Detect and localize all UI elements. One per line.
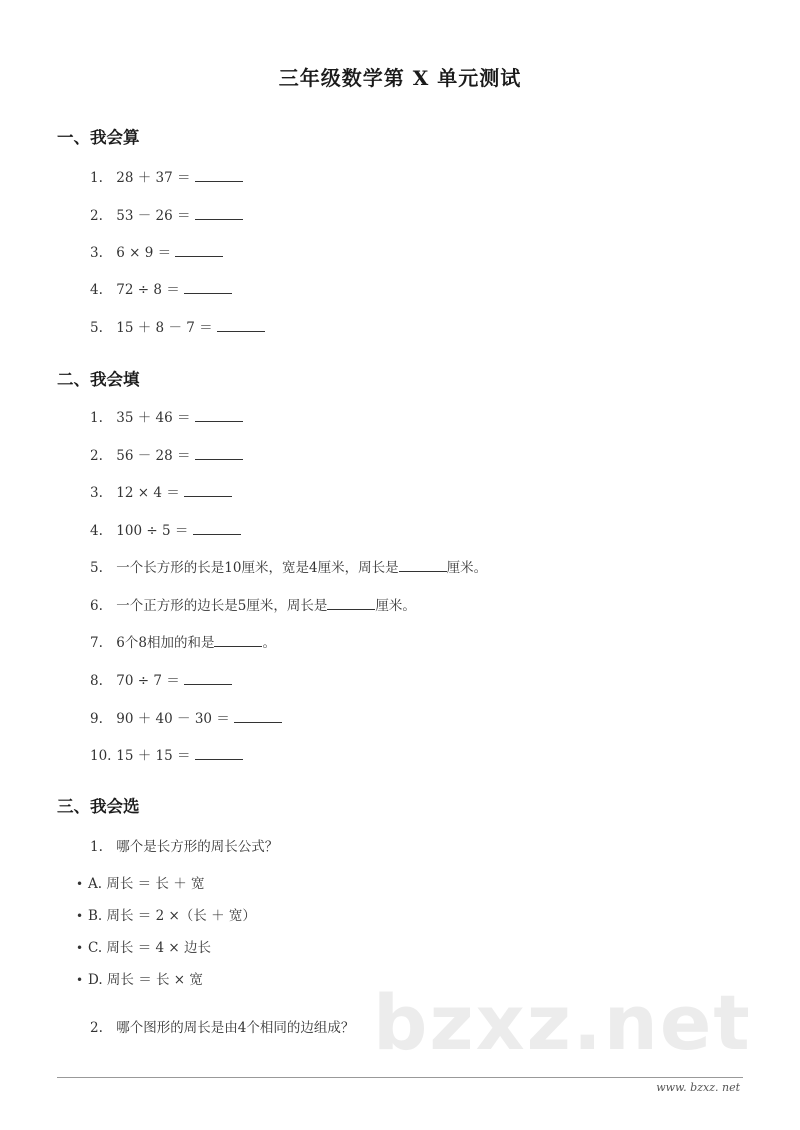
- answer-blank[interactable]: [175, 244, 223, 257]
- question-2-6: 6. 一个正方形的边长是5厘米，周长是 厘米。: [90, 598, 416, 614]
- question-2-8: 8. 70 ÷ 7 ＝: [90, 669, 232, 689]
- answer-blank[interactable]: [195, 207, 243, 220]
- question-2-5: 5. 一个长方形的长是10厘米，宽是4厘米，周长是 厘米。: [90, 560, 488, 576]
- answer-blank[interactable]: [214, 634, 262, 647]
- section-heading-2: 二、我会填: [57, 370, 140, 389]
- section-heading-3: 三、我会选: [57, 797, 140, 816]
- question-1-4: 4. 72 ÷ 8 ＝: [90, 278, 232, 298]
- question-1-5: 5. 15 ＋ 8 － 7 ＝: [90, 316, 265, 336]
- answer-blank[interactable]: [195, 409, 243, 422]
- footer-url: www. bzxz. net: [656, 1081, 740, 1094]
- answer-blank[interactable]: [184, 281, 232, 294]
- option-d[interactable]: • D. 周长 ＝ 长 × 宽: [76, 972, 203, 988]
- question-1-3: 3. 6 × 9 ＝: [90, 241, 223, 261]
- answer-blank[interactable]: [184, 484, 232, 497]
- question-2-2: 2. 56 － 28 ＝: [90, 444, 243, 464]
- question-2-7: 7. 6个8相加的和是 。: [90, 635, 276, 651]
- answer-blank[interactable]: [193, 522, 241, 535]
- question-3-2: 2. 哪个图形的周长是由4个相同的边组成？: [90, 1020, 355, 1036]
- bullet-icon: •: [76, 909, 84, 923]
- question-2-10: 10. 15 ＋ 15 ＝: [90, 744, 243, 764]
- bullet-icon: •: [76, 877, 84, 891]
- question-2-9: 9. 90 ＋ 40 － 30 ＝: [90, 707, 282, 727]
- answer-blank[interactable]: [234, 710, 282, 723]
- question-1-1: 1. 28 ＋ 37 ＝: [90, 166, 243, 186]
- bullet-icon: •: [76, 973, 84, 987]
- question-2-1: 1. 35 ＋ 46 ＝: [90, 406, 243, 426]
- option-c[interactable]: • C. 周长 ＝ 4 × 边长: [76, 940, 211, 956]
- answer-blank[interactable]: [399, 559, 447, 572]
- option-b[interactable]: • B. 周长 ＝ 2 ×（长 ＋ 宽）: [76, 908, 256, 924]
- section-heading-1: 一、我会算: [57, 128, 140, 147]
- question-2-4: 4. 100 ÷ 5 ＝: [90, 519, 241, 539]
- footer-divider: [57, 1077, 743, 1078]
- answer-blank[interactable]: [217, 319, 265, 332]
- watermark: bzxz.net: [373, 978, 752, 1067]
- answer-blank[interactable]: [195, 747, 243, 760]
- question-1-2: 2. 53 － 26 ＝: [90, 204, 243, 224]
- page-title: 三年级数学第 X 单元测试: [278, 66, 522, 90]
- answer-blank[interactable]: [195, 169, 243, 182]
- question-2-3: 3. 12 × 4 ＝: [90, 481, 232, 501]
- question-3-1: 1. 哪个是长方形的周长公式？: [90, 839, 279, 855]
- option-a[interactable]: • A. 周长 ＝ 长 ＋ 宽: [76, 876, 205, 892]
- bullet-icon: •: [76, 941, 84, 955]
- answer-blank[interactable]: [327, 597, 375, 610]
- answer-blank[interactable]: [184, 672, 232, 685]
- answer-blank[interactable]: [195, 447, 243, 460]
